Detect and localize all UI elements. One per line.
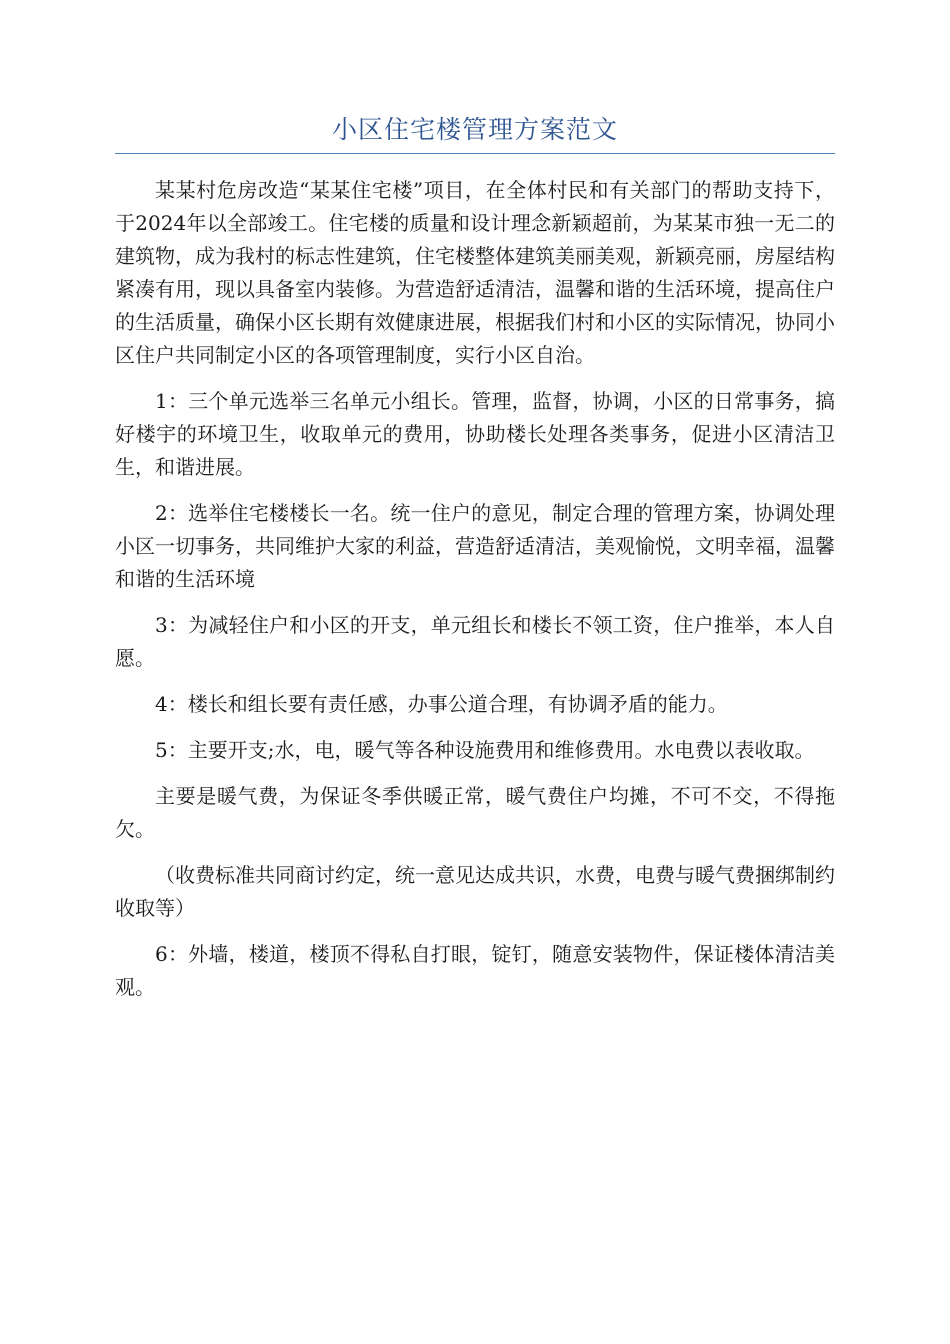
paragraph-item-5: 5：主要开支;水，电，暖气等各种设施费用和维修费用。水电费以表收取。	[155, 738, 815, 762]
paragraph-item-1: 1：三个单元选举三名单元小组长。管理，监督，协调，小区的日常事务，搞好楼宇的环境卫生，收取单元的费用，协助楼长处理各类事务，促进小区清洁卫生，和谐进展。	[115, 389, 835, 479]
document-title: 小区住宅楼管理方案范文	[331, 115, 618, 144]
paragraph-intro: 某某村危房改造“某某住宅楼”项目，在全体村民和有关部门的帮助支持下，于2024年以全部竣工。住宅楼的质量和设计理念新颖超前，为某某市独一无二的建筑物，成为我村的标志性建筑，住宅楼整体建筑美丽美观，新颖亮丽，房屋结构紧凑有用，现以具备室内装修。为营造舒适清洁，温馨和谐的生活环境，提高住户的生活质量，确保小区长期有效健康进展，根据我们村和小区的实际情况，协同小区住户共同制定小区的各项管理制度，实行小区自治。	[115, 178, 835, 367]
paragraph-item-4: 4：楼长和组长要有责任感，办事公道合理，有协调矛盾的能力。	[155, 692, 728, 716]
title-underline	[115, 153, 835, 154]
paragraph-item-6: 6：外墙，楼道，楼顶不得私自打眼，锭钉，随意安装物件，保证楼体清洁美观。	[115, 942, 835, 999]
document-body	[115, 174, 835, 1017]
paragraph-item-2: 2：选举住宅楼楼长一名。统一住户的意见，制定合理的管理方案，协调处理小区一切事务，共同维护大家的利益，营造舒适清洁，美观愉悦，文明幸福，温馨和谐的生活环境	[115, 501, 835, 591]
paragraph-fee-note: （收费标准共同商讨约定，统一意见达成共识，水费，电费与暖气费捆绑制约收取等）	[115, 863, 835, 920]
paragraph-heating-fee: 主要是暖气费，为保证冬季供暖正常，暖气费住户均摊，不可不交，不得拖欠。	[115, 784, 835, 841]
paragraph-item-3: 3：为减轻住户和小区的开支，单元组长和楼长不领工资，住户推举，本人自愿。	[115, 613, 835, 670]
